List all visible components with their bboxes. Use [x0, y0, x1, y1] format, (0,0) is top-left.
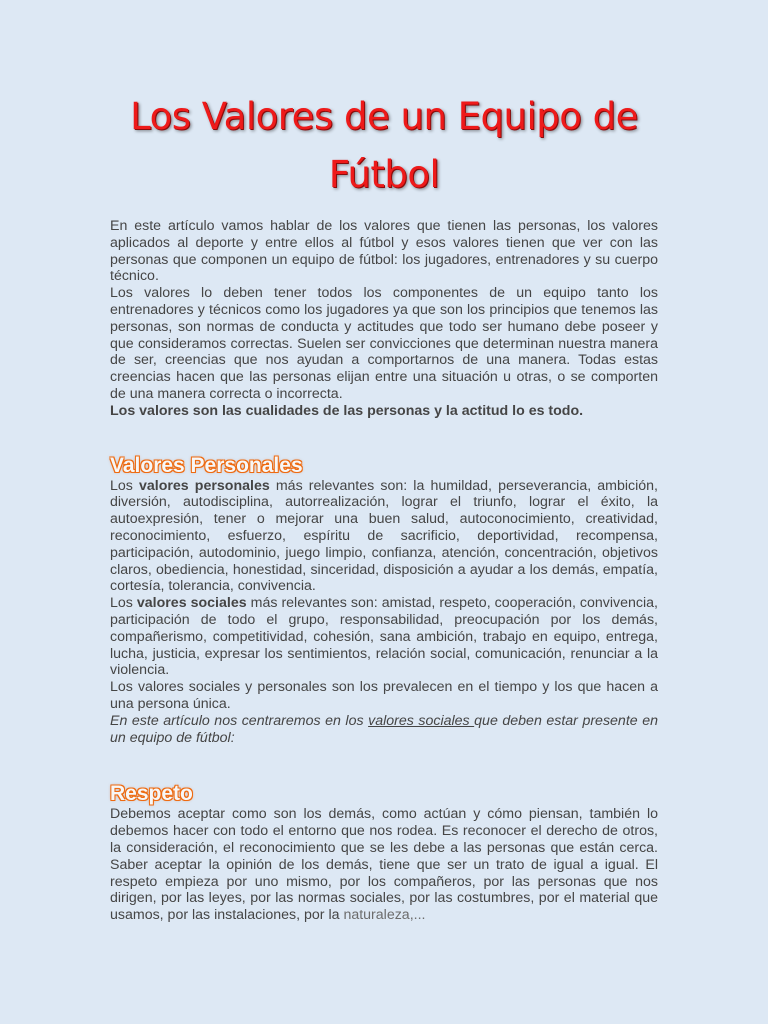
title-line-1: Los Valores de un Equipo de: [130, 95, 638, 138]
personales-pre: Los: [110, 477, 139, 494]
focus-paragraph: [110, 713, 658, 747]
title-line-2: Fútbol: [328, 153, 440, 196]
heading-respeto: Respeto: [110, 782, 193, 806]
heading-valores-personales: Valores Personales: [110, 453, 303, 477]
focus-post: que deben estar presente en un equipo de fútbol:: [110, 712, 658, 746]
personales-bold-term: valores personales: [139, 477, 270, 494]
intro-paragraph-2: Los valores lo deben tener todos los componentes de un equipo tanto los entrenadores y técnicos como los jugadores ya que son los principios que tenemos las personas, son normas de conducta y actitudes que todo ser humano debe poseer y que consideramos correctas. Suelen ser convicciones que determinan nuestra manera de ser, creencias que nos ayudan a comportarnos de una manera. Todas estas creencias hacen que las personas elijan entre una situación u otras, o se comporten de una manera correcta o incorrecta.: [110, 285, 658, 402]
sociales-bold-term: valores sociales: [136, 595, 247, 612]
intro-paragraph-1: En este artículo vamos hablar de los valores que tienen las personas, los valores aplicados al deporte y entre ellos al fútbol y esos valores tienen que ver con las personas que componen un equipo de fútbol: los jugadores, entrenadores y su cuerpo técnico.: [110, 218, 658, 285]
sociales-paragraph: [110, 595, 658, 679]
respeto-paragraph: [110, 806, 658, 924]
focus-pre: En este artículo nos centraremos en los: [110, 712, 369, 729]
prevalence-paragraph: Los valores sociales y personales son los prevalecen en el tiempo y los que hacen a una persona única.: [110, 679, 658, 712]
sociales-list: más relevantes son: amistad, respeto, cooperación, convivencia, participación de todo el grupo, responsabilidad, preocupación por los demás, compañerismo, competitividad, cohesión, sana ambición, trabajo en equipo, entrega, lucha, justicia, expresar los sentimientos, relación social, comunicación, renunciar a la violencia.: [110, 595, 658, 679]
personales-paragraph: [110, 478, 658, 596]
respeto-tail: naturaleza,...: [343, 907, 426, 924]
personales-list: más relevantes son: la humildad, perseverancia, ambición, diversión, autodisciplina, autorrealización, lograr el triunfo, lograr el éxito, la autoexpresión, tener o mejorar una buen salud, autoconocimiento, creatividad, reconocimiento, esfuerzo, espíritu de sacrificio, deportividad, recompensa, participación, autodominio, juego limpio, confianza, atención, concentración, objetivos claros, obediencia, honestidad, sinceridad, disposición a ayudar a los demás, empatía, cortesía, tolerancia, convivencia.: [110, 477, 658, 595]
intro-key-statement: Los valores son las cualidades de las personas y la actitud lo es todo.: [110, 402, 584, 419]
respeto-text: Debemos aceptar como son los demás, como actúan y cómo piensan, también lo debemos hacer con todo el entorno que nos rodea. Es reconocer el derecho de otros, la consideración, el reconocimiento que se les debe a las personas que están cerca. Saber aceptar la opinión de los demás, tiene que ser un trato de igual a igual. El respeto empieza por uno mismo, por los compañeros, por las personas que nos dirigen, por las leyes, por las normas sociales, por las costumbres, por el material que usamos, por las instalaciones, por la: [110, 806, 658, 924]
document-title: [110, 88, 658, 204]
valores-sociales-link[interactable]: valores sociales: [368, 712, 475, 729]
sociales-pre: Los: [110, 595, 137, 612]
